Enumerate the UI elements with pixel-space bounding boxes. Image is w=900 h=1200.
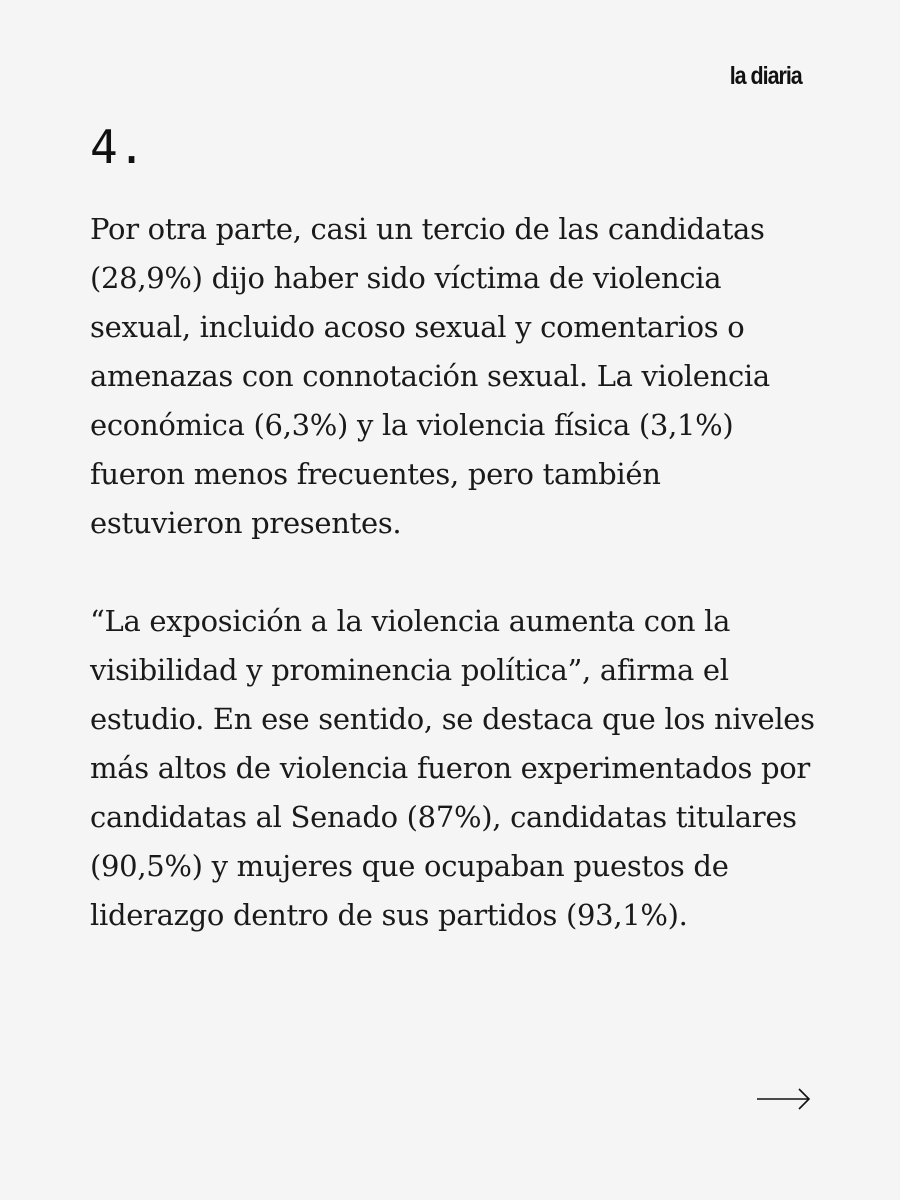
brand-logo: la diaria	[730, 62, 802, 90]
arrow-right-icon	[755, 1082, 813, 1116]
next-slide-button[interactable]	[755, 1082, 813, 1116]
paragraph-2: “La exposición a la violencia aumenta con la visibilidad y prominencia política”, afirma el estudio. En ese sentido, se destaca que los niveles más altos de violencia fueron experimentados por candidatas al Senado (87%), candidatas titulares (90,5%) y mujeres que ocupaban puestos de liderazgo dentro de sus partidos (93,1%).	[90, 604, 815, 932]
article-body	[90, 205, 820, 940]
paragraph-1: Por otra parte, casi un tercio de las candidatas (28,9%) dijo haber sido víctima de violencia sexual, incluido acoso sexual y comentarios o amenazas con connotación sexual. La violencia económica (6,3%) y la violencia física (3,1%) fueron menos frecuentes, pero también estuvieron presentes.	[90, 212, 770, 540]
slide-number: 4.	[90, 120, 146, 174]
